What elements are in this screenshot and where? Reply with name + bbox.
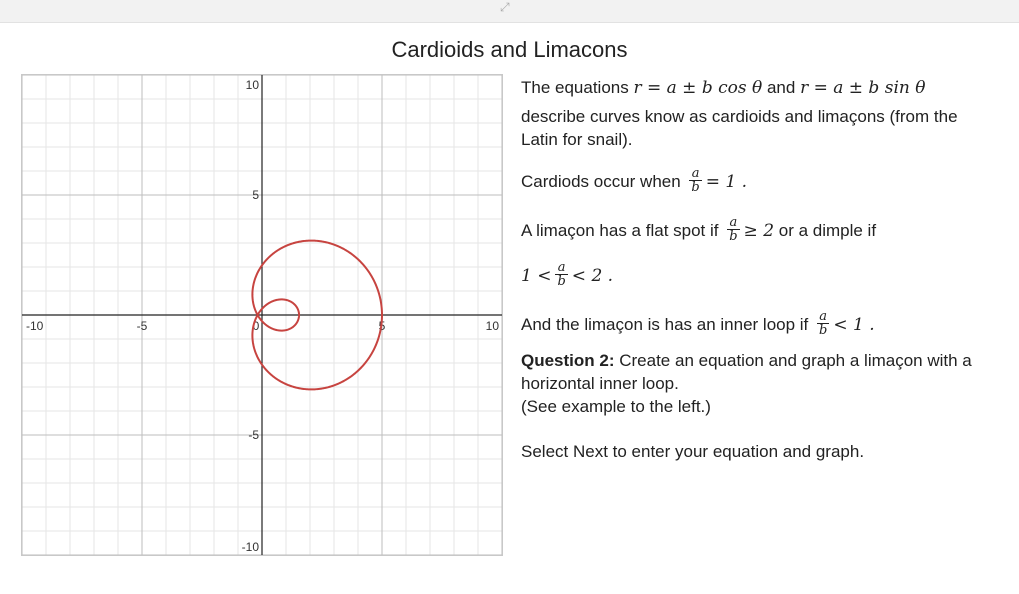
y-tick-label: -10 xyxy=(241,540,259,554)
flat-spot-paragraph xyxy=(521,215,991,245)
fraction-numerator: a xyxy=(817,310,829,324)
flat-prefix: A limaçon has a flat spot if xyxy=(521,220,724,240)
intro-prefix: The equations xyxy=(521,78,634,97)
cardioid-prefix: Cardiods occur when xyxy=(521,171,686,191)
x-tick-label: 5 xyxy=(378,319,386,333)
flat-condition: ≥ 2 xyxy=(743,220,775,241)
x-tick-label: -10 xyxy=(26,319,44,333)
graph-canvas[interactable] xyxy=(22,75,502,555)
fraction-denominator: b xyxy=(691,180,700,195)
equation-cos: r = a ± b cos θ xyxy=(633,78,763,98)
fraction-a-over-b xyxy=(817,310,829,337)
x-tick-label: 10 xyxy=(485,319,499,333)
intro-and: and xyxy=(762,78,801,97)
intro-paragraph-continued: describe curves know as cardioids and limaçons (from the Latin for snail). xyxy=(521,107,958,149)
x-tick-label: -5 xyxy=(136,319,148,333)
fraction-denominator: b xyxy=(557,274,566,289)
x-tick-label: 0 xyxy=(252,319,260,333)
question-label: Question 2: xyxy=(521,351,615,370)
loop-condition: < 1 . xyxy=(833,314,875,335)
question-paragraph xyxy=(521,349,991,418)
graph-panel[interactable] xyxy=(21,74,503,556)
loop-prefix: And the limaçon is has an inner loop if xyxy=(521,314,814,334)
fraction-denominator: b xyxy=(729,229,738,244)
fraction-numerator: a xyxy=(727,216,739,230)
fraction-denominator: b xyxy=(819,323,828,338)
dimple-right: < 2 . xyxy=(571,265,614,286)
next-instruction: Select Next to enter your equation and graph. xyxy=(521,442,865,461)
fraction-a-over-b xyxy=(727,216,739,243)
flat-suffix: or a dimple if xyxy=(774,220,877,240)
page-title: Cardioids and Limacons xyxy=(391,37,628,62)
top-toolbar xyxy=(0,0,1019,23)
fraction-numerator: a xyxy=(689,167,701,181)
question-text: Create an equation and graph a limaçon with a horizontal inner loop. xyxy=(521,351,972,393)
question-hint: (See example to the left.) xyxy=(521,397,711,416)
dimple-paragraph xyxy=(521,260,991,290)
inner-loop-paragraph xyxy=(521,309,991,339)
fraction-numerator: a xyxy=(555,261,567,275)
cardioid-condition: = 1 . xyxy=(705,171,748,192)
dimple-left: 1 < xyxy=(521,265,552,286)
cardioid-paragraph xyxy=(521,166,991,196)
expand-handle-icon[interactable]: ⤢ xyxy=(500,0,510,14)
y-tick-label: 5 xyxy=(252,188,259,202)
intro-paragraph xyxy=(521,76,991,100)
lesson-content xyxy=(521,76,991,463)
fraction-a-over-b xyxy=(689,167,701,194)
y-tick-label: -5 xyxy=(248,428,259,442)
y-tick-label: 10 xyxy=(245,78,259,92)
equation-sin: r = a ± b sin θ xyxy=(800,78,926,98)
fraction-a-over-b xyxy=(555,261,567,288)
